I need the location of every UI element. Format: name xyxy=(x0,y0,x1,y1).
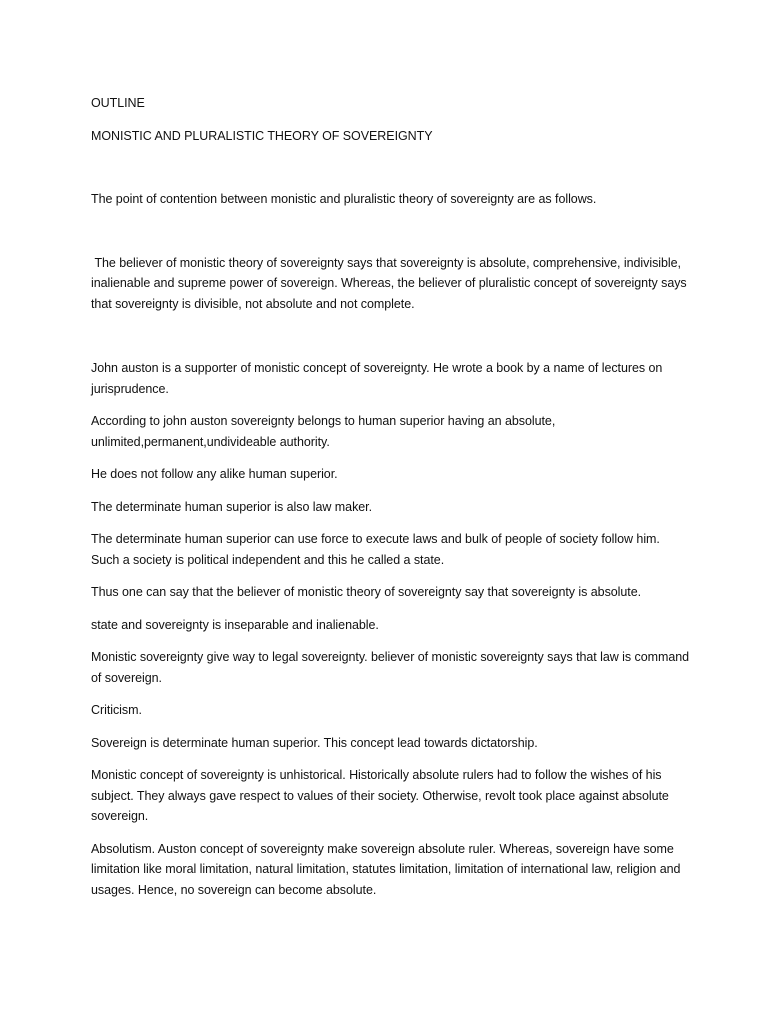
paragraph-inseparable: state and sovereignty is inseparable and inalienable. xyxy=(91,617,379,632)
document-body xyxy=(91,93,691,912)
paragraph-unhistorical: Monistic concept of sovereignty is unhistorical. Historically absolute rulers had to follow the wishes of his subject. They always gave respect to values of their society. Otherwise, revolt took place against absolute sovereign. xyxy=(91,768,669,823)
paragraph-use-force: The determinate human superior can use force to execute laws and bulk of people of society follow him. Such a society is political independent and this he called a state. xyxy=(91,532,660,567)
paragraph-absolutism: Absolutism. Auston concept of sovereignty make sovereign absolute ruler. Whereas, sovereign have some limitation like moral limitation, natural limitation, statutes limitation, limitation of international law, religion and usages. Hence, no sovereign can become absolute. xyxy=(91,841,681,897)
lead-paragraph: The believer of monistic theory of sovereignty says that sovereignty is absolute, comprehensive, indivisible, inalienable and supreme power of sovereign. Whereas, the believer of pluralistic concept of sovereignty says that sovereignty is divisible, not absolute and not complete. xyxy=(91,255,691,311)
paragraph-law-maker: The determinate human superior is also law maker. xyxy=(91,499,373,514)
document-title: OUTLINE xyxy=(91,96,145,110)
paragraph-dictatorship: Sovereign is determinate human superior. This concept lead towards dictatorship. xyxy=(91,735,538,750)
document-subtitle: MONISTIC AND PLURALISTIC THEORY OF SOVEREIGNTY xyxy=(91,128,433,143)
paragraph-absolute: Thus one can say that the believer of monistic theory of sovereignty say that sovereignty is absolute. xyxy=(91,585,642,599)
paragraph-legal-sovereignty: Monistic sovereignty give way to legal sovereignty. believer of monistic sovereignty says that law is command of sovereign. xyxy=(91,650,690,685)
paragraph-no-superior: He does not follow any alike human superior. xyxy=(91,467,338,481)
intro-paragraph: The point of contention between monistic and pluralistic theory of sovereignty are as follows. xyxy=(91,192,597,206)
paragraph-auston-supporter: John auston is a supporter of monistic concept of sovereignty. He wrote a book by a name of lectures on jurisprudence. xyxy=(91,361,663,396)
paragraph-auston-definition: According to john auston sovereignty belongs to human superior having an absolute, unlimited,permanent,undivideable authority. xyxy=(91,414,556,449)
criticism-heading: Criticism. xyxy=(91,703,142,717)
